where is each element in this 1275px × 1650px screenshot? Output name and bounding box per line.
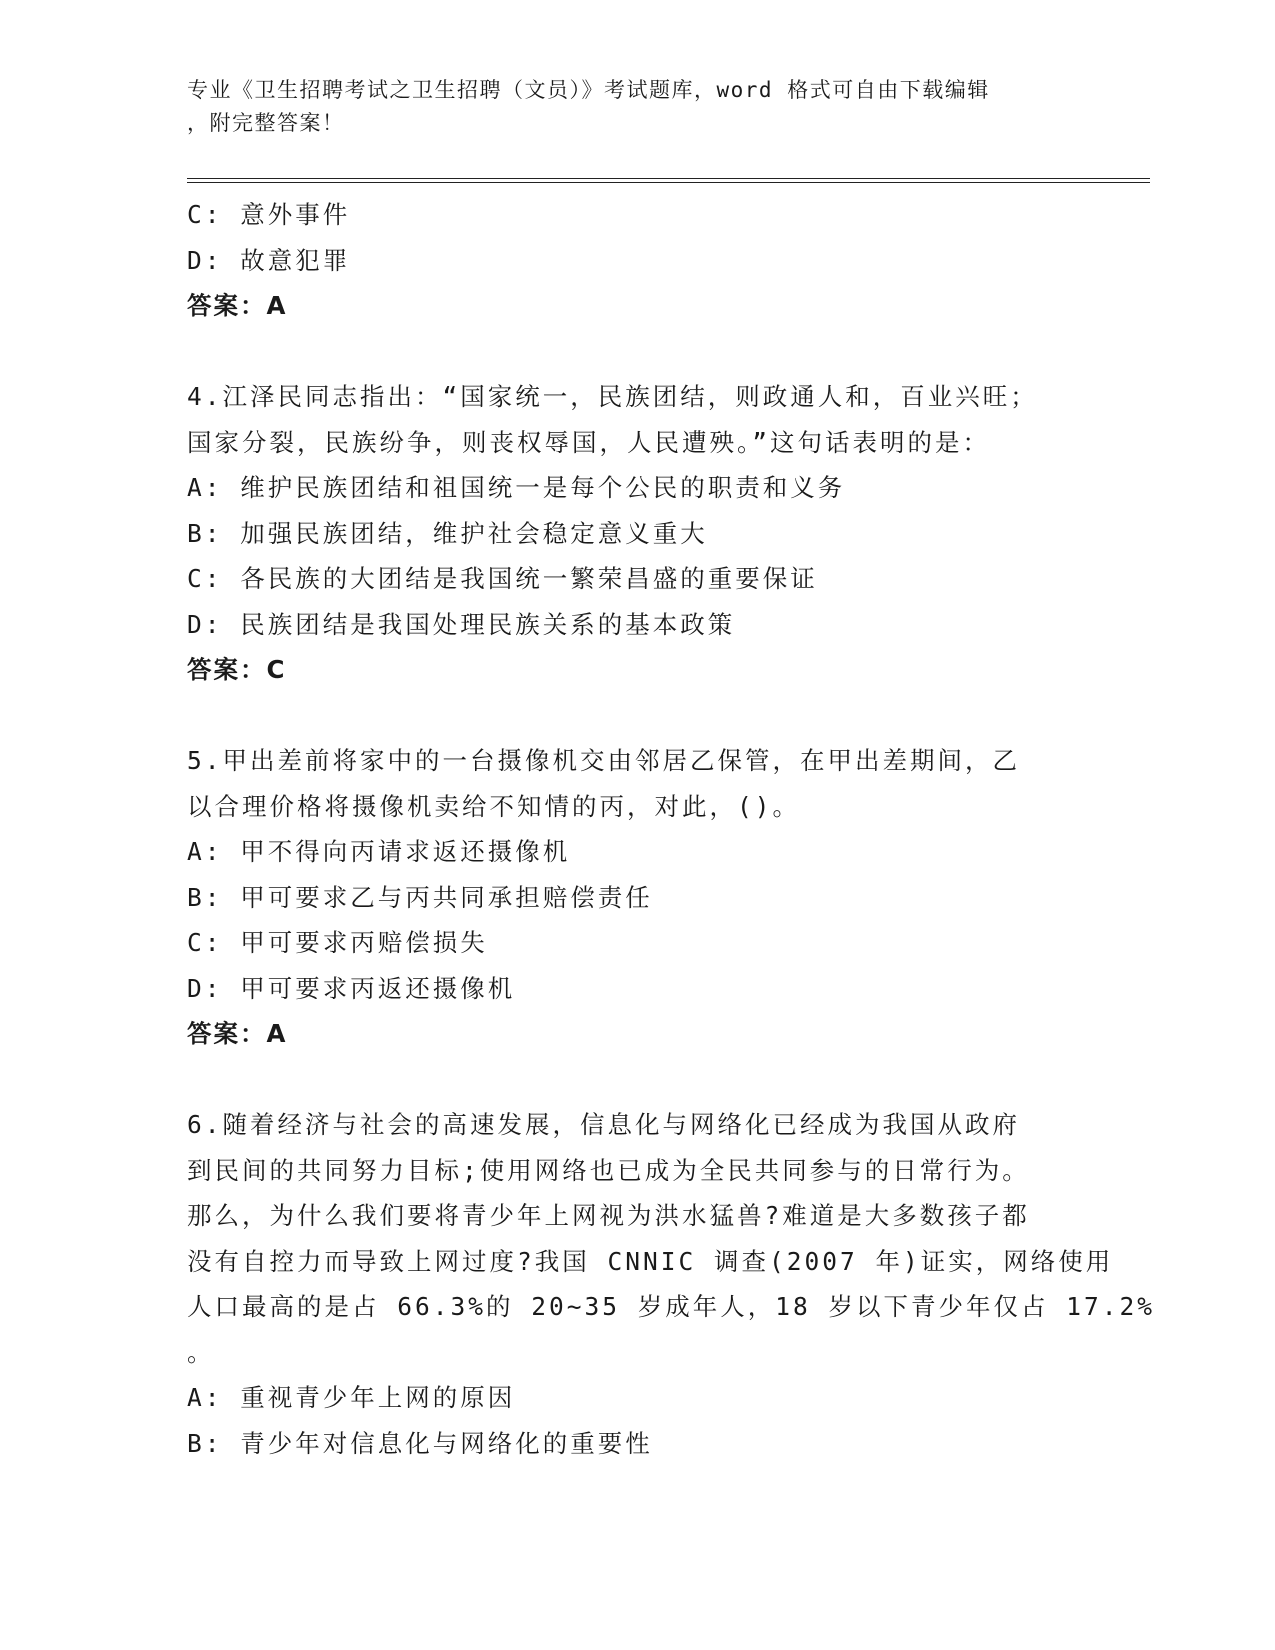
question-6: [187, 1102, 1156, 1466]
header-title-line-2: ，附完整答案！: [187, 111, 345, 135]
option-a: A: 维护民族团结和祖国统一是每个公民的职责和义务: [187, 473, 846, 502]
question-stem-line: 。: [187, 1337, 215, 1367]
question-list: [187, 192, 1156, 1466]
option-d: D: 甲可要求丙返还摄像机: [187, 973, 516, 1003]
header-title-line-1: 专业《卫生招聘考试之卫生招聘（文员）》考试题库，word 格式可自由下载编辑: [187, 78, 990, 102]
answer-label: 答案：A: [187, 1019, 288, 1048]
option-b: B: 青少年对信息化与网络化的重要性: [187, 1428, 653, 1458]
spacer: [187, 693, 1087, 739]
question-3-tail: [187, 192, 1087, 329]
spacer: [187, 329, 1087, 375]
question-stem-line: 到民间的共同努力目标;使用网络也已成为全民共同参与的日常行为。: [187, 1155, 1030, 1185]
question-stem-line: 4.江泽民同志指出：“国家统一，民族团结，则政通人和，百业兴旺；: [187, 382, 1038, 411]
option-b: B: 加强民族团结，维护社会稳定意义重大: [187, 518, 708, 548]
option-b: B: 甲可要求乙与丙共同承担赔偿责任: [187, 882, 653, 912]
header-divider-top: [187, 178, 1150, 179]
spacer: [187, 1057, 1087, 1103]
option-a: A: 重视青少年上网的原因: [187, 1383, 516, 1412]
option-c: C: 意外事件: [187, 200, 351, 229]
option-c: C: 甲可要求丙赔偿损失: [187, 928, 488, 957]
question-4: [187, 374, 1087, 693]
option-d: D: 故意犯罪: [187, 245, 351, 275]
answer-label: 答案：A: [187, 291, 288, 320]
question-stem-line: 人口最高的是占 66.3%的 20~35 岁成年人，18 岁以下青少年仅占 17.2%: [187, 1292, 1156, 1321]
page-header: [187, 74, 1067, 140]
question-stem-line: 6.随着经济与社会的高速发展，信息化与网络化已经成为我国从政府: [187, 1110, 1020, 1139]
header-divider-bottom: [187, 182, 1150, 183]
question-stem-line: 5.甲出差前将家中的一台摄像机交由邻居乙保管，在甲出差期间，乙: [187, 746, 1020, 775]
question-stem-line: 国家分裂，民族纷争，则丧权辱国，人民遭殃。”这句话表明的是：: [187, 427, 990, 457]
question-stem-line: 那么，为什么我们要将青少年上网视为洪水猛兽?难道是大多数孩子都: [187, 1201, 1030, 1230]
question-stem-line: 以合理价格将摄像机卖给不知情的丙，对此，()。: [187, 791, 800, 821]
question-5: [187, 738, 1087, 1057]
option-c: C: 各民族的大团结是我国统一繁荣昌盛的重要保证: [187, 564, 818, 593]
option-a: A: 甲不得向丙请求返还摄像机: [187, 837, 571, 866]
answer-label: 答案：C: [187, 655, 287, 684]
option-d: D: 民族团结是我国处理民族关系的基本政策: [187, 609, 736, 639]
question-stem-line: 没有自控力而导致上网过度?我国 CNNIC 调查(2007 年)证实，网络使用: [187, 1246, 1114, 1276]
